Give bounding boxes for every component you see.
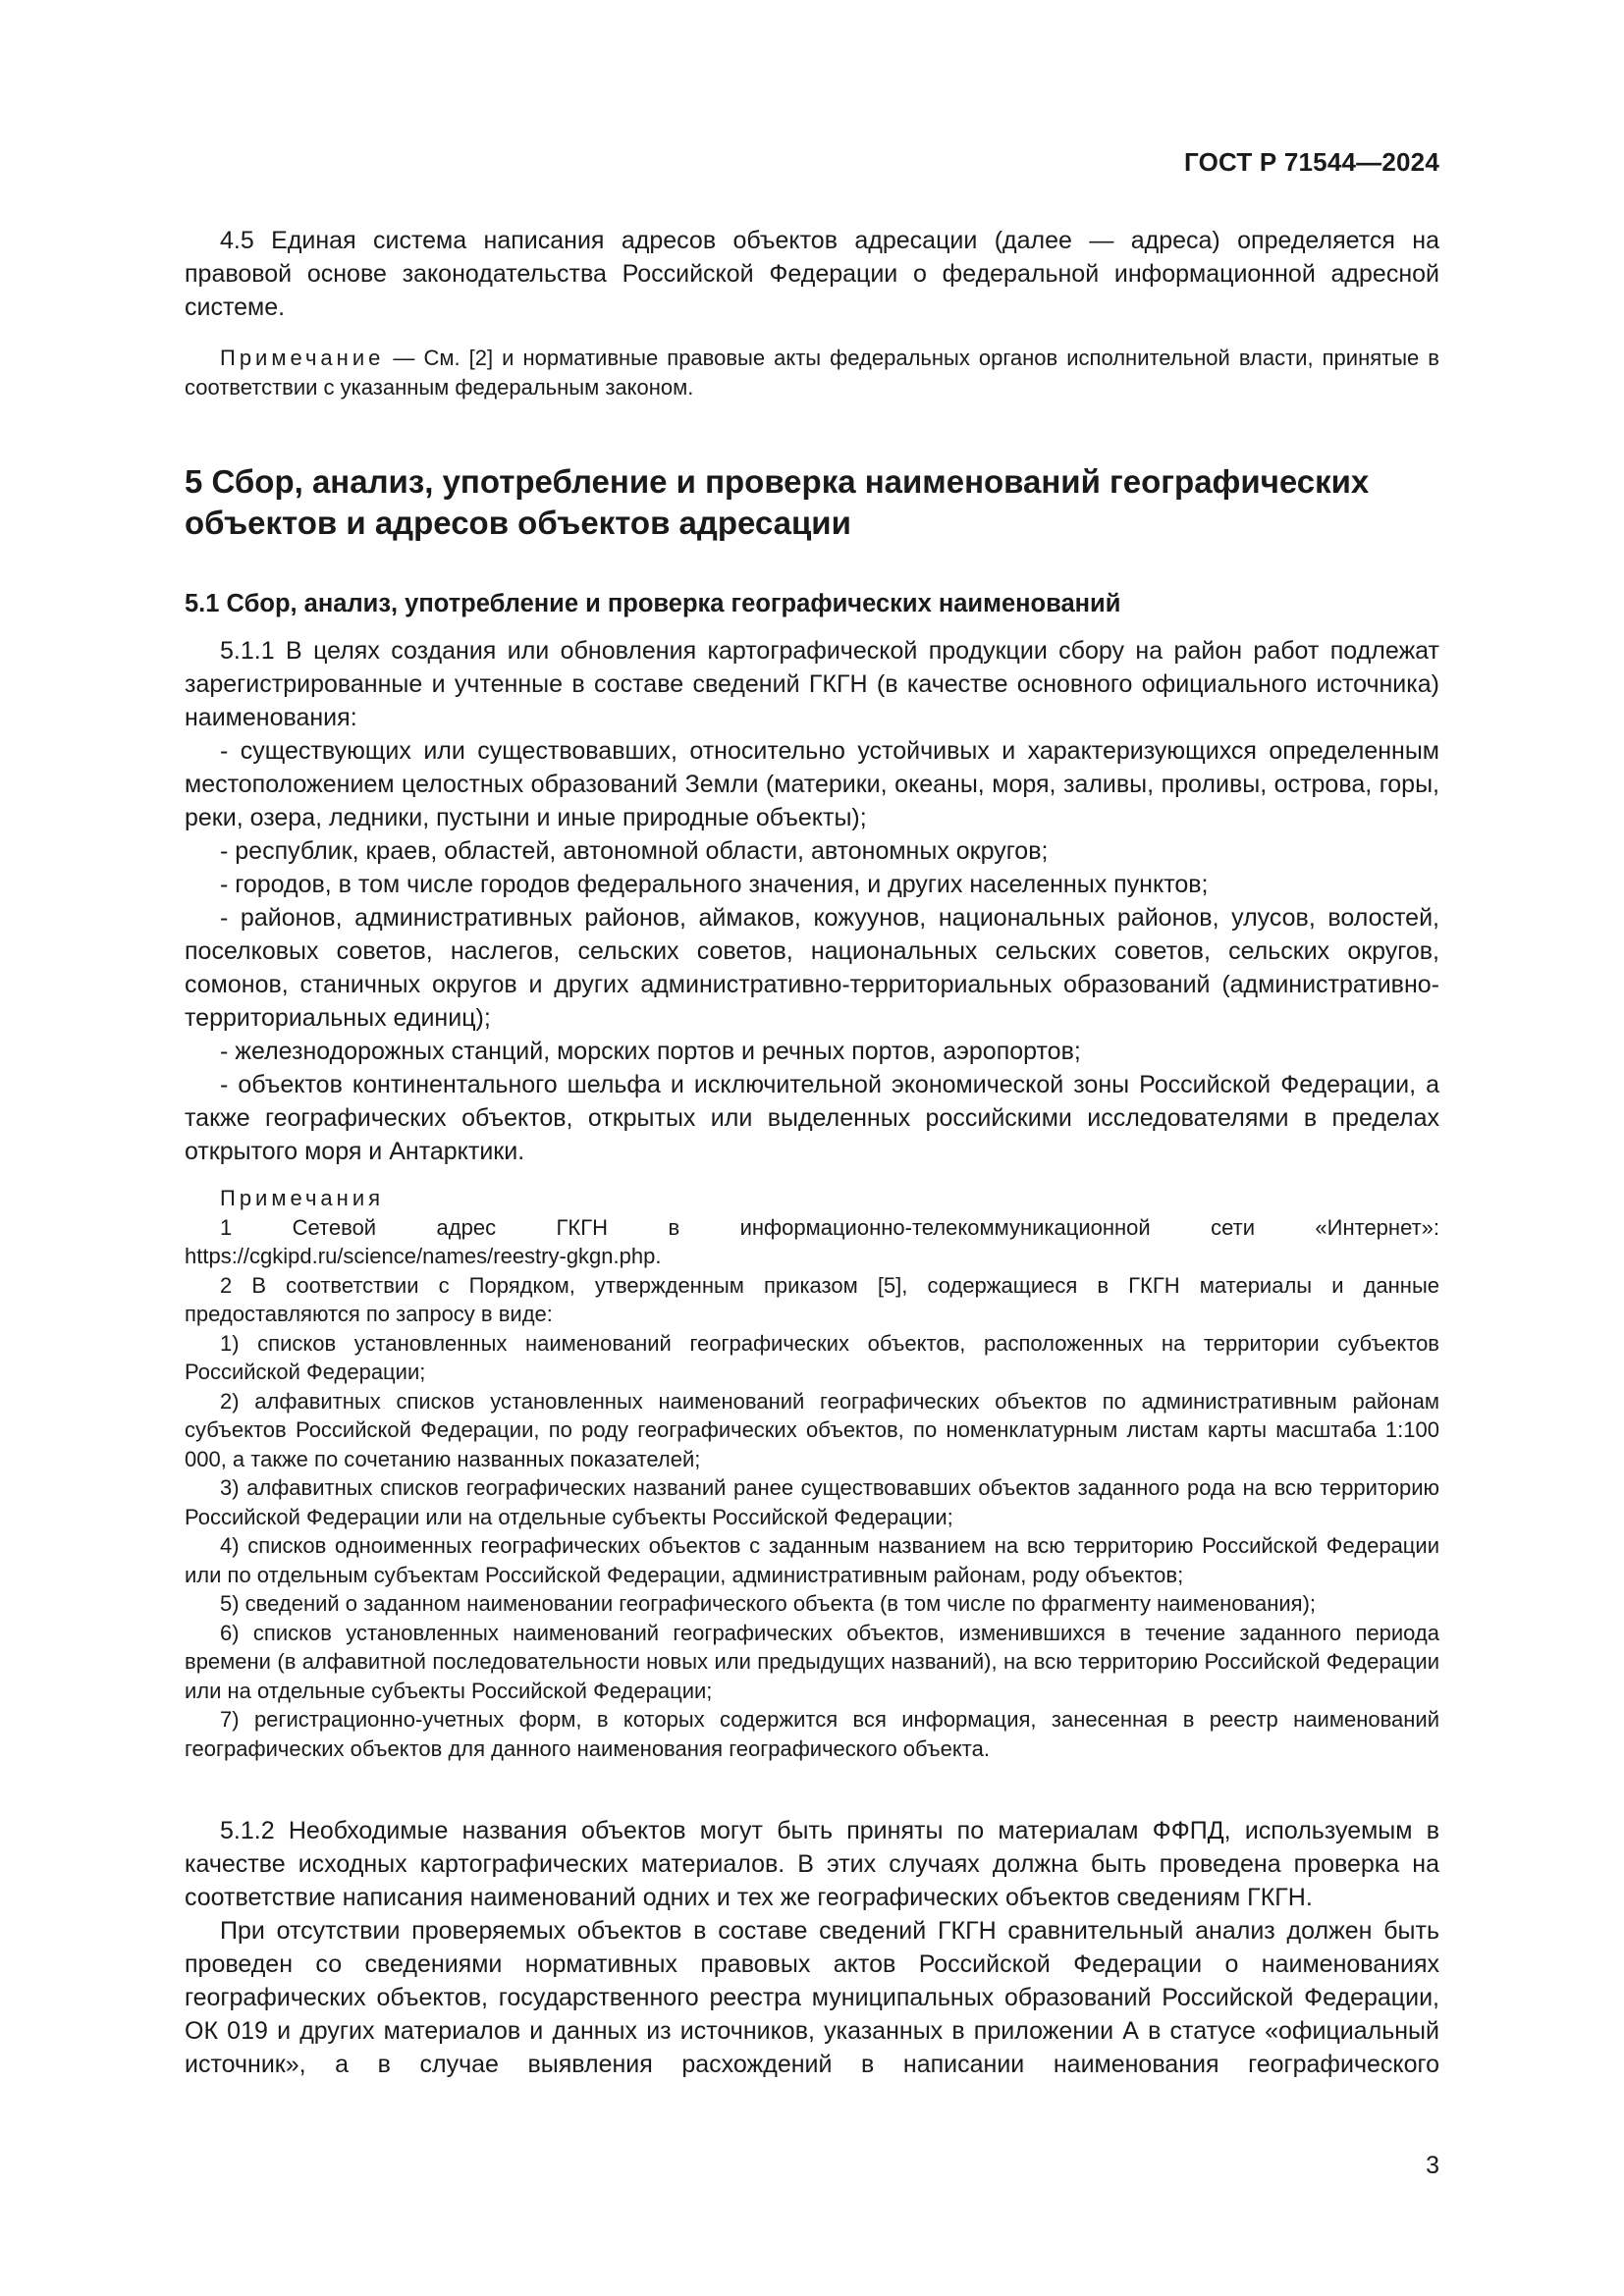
document-header: ГОСТ Р 71544—2024 [1184,147,1439,177]
note-label: Примечание [220,346,385,370]
note-item: 1 Сетевой адрес ГКГН в информационно-телекоммуникационной сети «Интернет»: https://cgkipd.ru/science/names/reestry-gkgn.php. [185,1214,1439,1268]
notes-block [185,1184,1439,1763]
list-item: - железнодорожных станций, морских портов и речных портов, аэропортов; [220,1038,1081,1065]
list-item: - районов, административных районов, аймаков, кожуунов, национальных районов, улусов, волостей, поселковых советов, наслегов, сельских советов, национальных сельских советов, сельских округов, сомонов, станичных округов и других административно-территориальных образований (административно-территориальных единиц); [185,904,1439,1032]
section-5-title: 5 Сбор, анализ, употребление и проверка наименований географических объектов и адресов объектов адресации [185,463,1370,541]
document-page [185,0,1439,2296]
note-item: 7) регистрационно-учетных форм, в которых содержится вся информация, занесенная в реестр наименований географических объектов для данного наименования географического объекта. [185,1707,1439,1761]
paragraph-5-1-1-intro: 5.1.1 В целях создания или обновления картографической продукции сбору на район работ подлежат зарегистрированные и учтенные в составе сведений ГКГН (в качестве основного официального источника) наименования: [185,637,1439,731]
note-item: 1) списков установленных наименований географических объектов, расположенных на территории субъектов Российской Федерации; [185,1330,1439,1384]
list-item: - республик, краев, областей, автономной области, автономных округов; [220,837,1049,865]
note-item: 3) алфавитных списков географических названий ранее существовавших объектов заданного рода на всю территорию Российской Федерации или на отдельные субъекты Российской Федерации; [185,1475,1439,1529]
section-4-5 [185,224,1439,324]
note-item: 4) списков одноименных географических объектов с заданным названием на всю территорию Российской Федерации или по отдельным субъектам Российской Федерации, административным районам, роду объектов; [185,1533,1439,1587]
list-item: - городов, в том числе городов федерального значения, и других населенных пунктов; [220,871,1209,898]
paragraph-4-5: 4.5 Единая система написания адресов объектов адресации (далее — адреса) определяется на правовой основе законодательства Российской Федерации о федеральной информационной адресной системе. [185,227,1439,321]
subsection-5-1-title: 5.1 Сбор, анализ, употребление и проверка географических наименований [185,590,1121,617]
note-item: 2 В соответствии с Порядком, утвержденным приказом [5], содержащиеся в ГКГН материалы и данные предоставляются по запросу в виде: [185,1272,1439,1326]
note-text: — См. [2] и нормативные правовые акты федеральных органов исполнительной власти, принятые в соответствии с указанным федеральным законом. [185,346,1439,400]
paragraph-last: При отсутствии проверяемых объектов в составе сведений ГКГН сравнительный анализ должен быть проведен со сведениями нормативных правовых актов Российской Федерации о наименованиях географических объектов, государственного реестра муниципальных образований Российской Федерации, ОК 019 и других материалов и данных из источников, указанных в приложении А в статусе «официальный источник», а в случае выявления расхождений в написании наименования географического [185,1917,1439,2078]
note-item: 2) алфавитных списков установленных наименований географических объектов по административным районам субъектов Российской Федерации, по роду географических объектов, по номенклатурным листам карты масштаба 1:100 000, а также по сочетанию названных показателей; [185,1388,1439,1471]
note-item: 6) списков установленных наименований географических объектов, изменившихся в течение заданного периода времени (в алфавитной последовательности новых или предыдущих названий), на всю территорию Российской Федерации или на отдельные субъекты Российской Федерации; [185,1620,1439,1703]
page-number: 3 [1426,2152,1439,2179]
list-item: - существующих или существовавших, относительно устойчивых и характеризующихся определенным местоположением целостных образований Земли (материки, океаны, моря, заливы, проливы, острова, горы, реки, озера, ледники, пустыни и иные природные объекты); [185,737,1439,831]
section-5-1-2 [185,1814,1439,2081]
paragraph-5-1-2: 5.1.2 Необходимые названия объектов могут быть приняты по материалам ФФПД, используемым в качестве исходных картографических материалов. В этих случаях должна быть проведена проверка на соответствие написания наименований одних и тех же географических объектов сведениям ГКГН. [185,1817,1439,1911]
note-4-5 [185,344,1439,401]
notes-label: Примечания [220,1186,385,1210]
note-item: 5) сведений о заданном наименовании географического объекта (в том числе по фрагменту наименования); [220,1591,1317,1616]
list-item: - объектов континентального шельфа и исключительной экономической зоны Российской Федерации, а также географических объектов, открытых или выделенных российскими исследователями в пределах открытого моря и Антарктики. [185,1071,1439,1165]
section-5-1-1 [185,634,1439,1168]
